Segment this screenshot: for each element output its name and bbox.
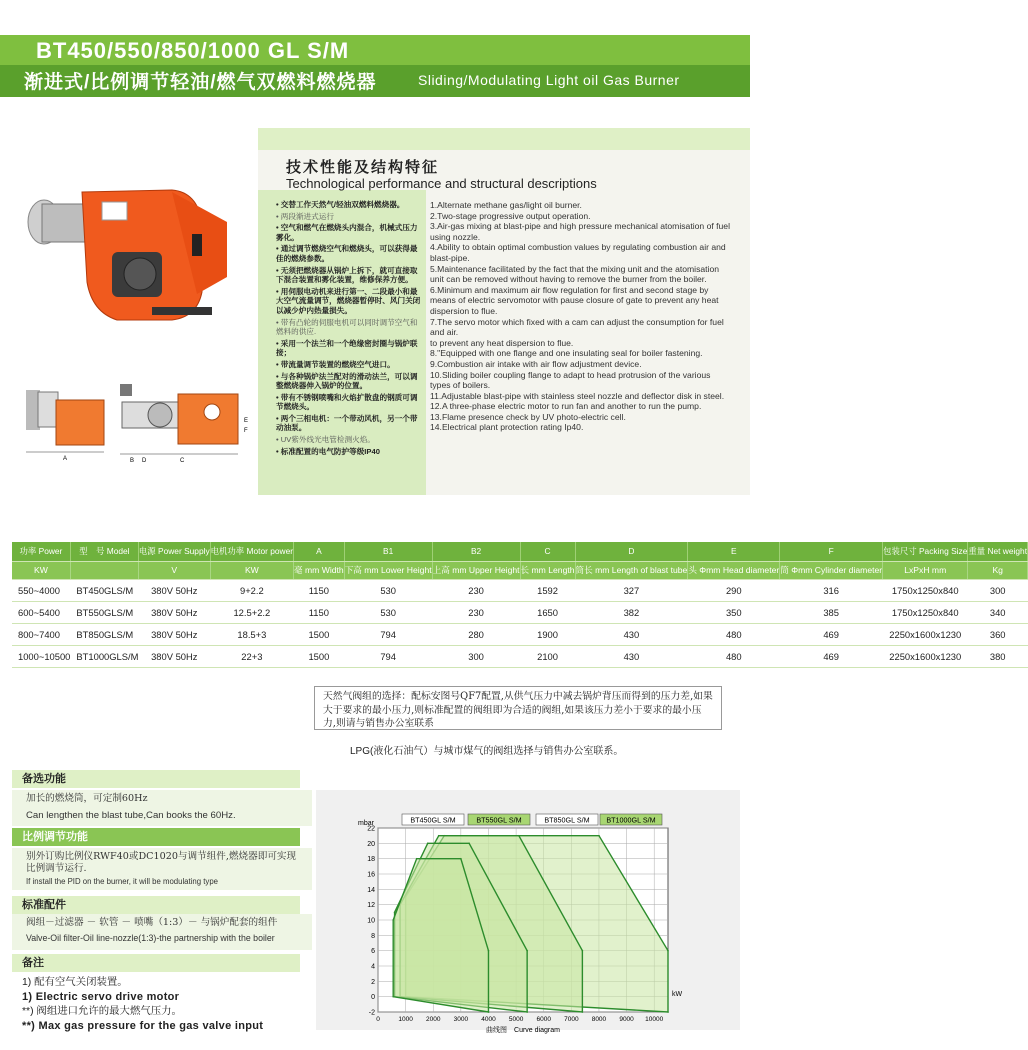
table-cell: 2250x1600x1230 bbox=[883, 623, 968, 645]
feature-en-item: 7.The servo motor which fixed with a cam can adjust the consumption for fuel and air. bbox=[430, 316, 724, 338]
table-row bbox=[12, 645, 1028, 667]
table-cell: 12.5+2.2 bbox=[210, 601, 293, 623]
table-cell: 2100 bbox=[520, 645, 575, 667]
curve-chart bbox=[316, 790, 740, 1034]
table-cell: 1150 bbox=[294, 601, 345, 623]
series-point bbox=[526, 1011, 528, 1013]
series-point bbox=[488, 950, 490, 952]
table-subheader-row bbox=[12, 561, 1028, 579]
drawing-label-e: E bbox=[244, 418, 249, 424]
table-cell: 230 bbox=[432, 579, 520, 601]
y-tick-label: 14 bbox=[367, 886, 375, 894]
burner-photo bbox=[22, 182, 252, 327]
table-cell: 350 bbox=[688, 601, 780, 623]
table-cell: 电机功率 Motor power bbox=[210, 542, 293, 561]
table-cell: BT450GLS/M bbox=[70, 579, 138, 601]
y-tick-label: 2 bbox=[371, 978, 375, 986]
drawing-label-c: C bbox=[180, 458, 185, 464]
feature-cn-item: • 用伺服电动机来进行第一、二段最小和最大空气流量调节，燃烧器暂停时、风门关闭以减少炉内热量损失。 bbox=[276, 287, 421, 316]
model-title: BT450/550/850/1000 GL S/M bbox=[36, 38, 350, 63]
table-cell: B1 bbox=[344, 542, 432, 561]
series-point bbox=[460, 858, 462, 860]
series-point bbox=[582, 1011, 584, 1013]
table-cell: 功率 Power bbox=[12, 542, 70, 561]
table-cell: BT1000GLS/M bbox=[70, 645, 138, 667]
tech-band bbox=[258, 128, 750, 150]
std-cn: 阀组－过滤器 － 软管 － 喷嘴（1:3）－ 与锅炉配套的组件 bbox=[26, 917, 278, 928]
table-cell: 筒长 mm Length of blast tube bbox=[575, 561, 688, 579]
feature-en-item: 10.Sliding boiler coupling flange to adapt to head protrusion of the various types of boilers. bbox=[430, 369, 711, 391]
feature-en-item: to prevent any heat dispersion to flue. bbox=[430, 337, 574, 348]
table-cell: 300 bbox=[432, 645, 520, 667]
optional-cn: 加长的燃烧筒，可定制60Hz bbox=[26, 793, 148, 804]
table-cell: LxPxH mm bbox=[883, 561, 968, 579]
table-cell: 1750x1250x840 bbox=[883, 601, 968, 623]
tech-title-en: Technological performance and structural descriptions bbox=[286, 176, 597, 191]
std-body bbox=[12, 914, 312, 950]
table-cell: Kg bbox=[968, 561, 1028, 579]
table-cell: 380V 50Hz bbox=[138, 601, 210, 623]
feature-en-item: 14.Electrical plant protection rating Ip40. bbox=[430, 422, 584, 433]
feature-cn-item: • 带有不锈钢喷嘴和火焰扩散盘的钢质可调节燃烧头。 bbox=[276, 393, 421, 412]
prop-body bbox=[12, 848, 312, 890]
x-tick-label: 8000 bbox=[591, 1016, 607, 1023]
table-cell: 230 bbox=[432, 601, 520, 623]
table-cell: F bbox=[780, 542, 883, 561]
table-cell: 筒 Φmm Cylinder diameter bbox=[780, 561, 883, 579]
chart-caption: 曲线图 Curve diagram bbox=[486, 1027, 560, 1034]
prop-cn: 别外订购比例仪RWF40或DC1020与调节组件,燃烧器即可实现比例调节运行. bbox=[26, 851, 297, 874]
page-header bbox=[0, 0, 750, 108]
table-cell: 1500 bbox=[294, 623, 345, 645]
std-en: Valve-Oil filter-Oil line-nozzle(1:3)-the partnership with the boiler bbox=[26, 933, 275, 943]
series-point bbox=[667, 950, 669, 952]
table-cell: 22+3 bbox=[210, 645, 293, 667]
feature-cn-item: • UV紫外线光电管检测火焰。 bbox=[276, 435, 375, 445]
table-cell: 316 bbox=[780, 579, 883, 601]
table-cell: 340 bbox=[968, 601, 1028, 623]
table-cell: 290 bbox=[688, 579, 780, 601]
x-tick-label: 4000 bbox=[481, 1016, 496, 1023]
table-cell: 1900 bbox=[520, 623, 575, 645]
dimension-drawing bbox=[22, 372, 252, 467]
y-tick-label: 16 bbox=[367, 871, 375, 879]
feature-cn-item: • 带有凸轮的伺服电机可以同时调节空气和燃料的供应. bbox=[276, 317, 418, 337]
feature-cn-item: • 两段渐进式运行 bbox=[276, 211, 334, 221]
table-cell: 2250x1600x1230 bbox=[883, 645, 968, 667]
note-1: 1) 配有空气关闭装置。 bbox=[22, 977, 128, 988]
feature-en-item: 11.Adjustable blast-pipe with stainless steel nozzle and deflector disk in steel. bbox=[430, 390, 725, 401]
title-cn: 渐进式/比例调节轻油/燃气双燃料燃烧器 bbox=[24, 72, 377, 93]
x-tick-label: 6000 bbox=[536, 1016, 551, 1023]
feature-cn-item: • 交替工作天然气/轻油双燃料燃烧器。 bbox=[276, 200, 421, 210]
table-cell: 头 Φmm Head diameter bbox=[688, 561, 780, 579]
y-tick-label: 12 bbox=[367, 902, 375, 910]
table-cell: 型 号 Model bbox=[70, 542, 138, 561]
table-cell: B2 bbox=[432, 542, 520, 561]
table-cell: KW bbox=[12, 561, 70, 579]
feature-en-item: 3.Air-gas mixing at blast-pipe and high pressure mechanical atomisation of fuel using nozzle. bbox=[430, 221, 730, 242]
table-cell: 430 bbox=[575, 645, 688, 667]
series-point bbox=[392, 919, 394, 921]
table-row bbox=[12, 579, 1028, 601]
table-cell: 1500 bbox=[294, 645, 345, 667]
table-row bbox=[12, 623, 1028, 645]
table-cell: 469 bbox=[780, 645, 883, 667]
notes-list bbox=[12, 976, 312, 1034]
series-point bbox=[598, 835, 600, 837]
table-cell: 包装尺寸 Packing Size bbox=[883, 542, 968, 561]
table-cell: 1592 bbox=[520, 579, 575, 601]
optional-body bbox=[12, 790, 312, 826]
table-cell: 1000~10500 bbox=[12, 645, 70, 667]
feature-en-item: 12.A three-phase electric motor to run fan and another to run the pump. bbox=[430, 401, 702, 412]
optional-en: Can lengthen the blast tube,Can books the 60Hz. bbox=[26, 810, 236, 821]
series-point bbox=[488, 1011, 490, 1013]
table-cell: 530 bbox=[344, 579, 432, 601]
drawing-label-f: F bbox=[244, 428, 248, 434]
table-cell: 18.5+3 bbox=[210, 623, 293, 645]
x-tick-label: 7000 bbox=[564, 1016, 579, 1023]
table-cell: 382 bbox=[575, 601, 688, 623]
feature-en-item: 6.Minimum and maximum air flow regulation for first and second stage by means of electric servomotor with pause closure of gate to prevent any heat dispersion to flue. bbox=[430, 284, 719, 316]
feature-cn-item: • 两个三相电机：一个带动风机，另一个带动油泵。 bbox=[276, 414, 421, 433]
table-cell: BT550GLS/M bbox=[70, 601, 138, 623]
y-tick-label: 0 bbox=[371, 994, 375, 1002]
x-axis-label: kW bbox=[672, 991, 683, 998]
x-tick-label: 0 bbox=[376, 1016, 380, 1023]
legend-label: BT550GL S/M bbox=[476, 815, 522, 825]
table-cell: D bbox=[575, 542, 688, 561]
table-header-row bbox=[12, 542, 1028, 561]
lpg-note: LPG(液化石油气）与城市煤气的阀组选择与销售办公室联系。 bbox=[350, 746, 624, 757]
features-cn-list bbox=[276, 200, 421, 458]
table-cell: 430 bbox=[575, 623, 688, 645]
legend-label: BT850GL S/M bbox=[544, 815, 590, 825]
optional-title: 备选功能 bbox=[12, 770, 300, 788]
table-cell: 下高 mm Lower Height bbox=[344, 561, 432, 579]
feature-en-item: 5.Maintenance facilitated by the fact that the mixing unit and the atomisation unit can be removed without having to remove the burner from the boiler. bbox=[430, 263, 720, 285]
table-cell: 300 bbox=[968, 579, 1028, 601]
series-point bbox=[582, 950, 584, 952]
prop-title: 比例调节功能 bbox=[12, 828, 300, 846]
table-cell: 480 bbox=[688, 623, 780, 645]
note-4: **) Max gas pressure for the gas valve input bbox=[22, 1020, 264, 1033]
x-tick-label: 10000 bbox=[645, 1016, 664, 1023]
table-cell: 上高 mm Upper Height bbox=[432, 561, 520, 579]
table-cell: 327 bbox=[575, 579, 688, 601]
table-cell: 360 bbox=[968, 623, 1028, 645]
note-2: 1) Electric servo drive motor bbox=[22, 991, 180, 1004]
x-tick-label: 3000 bbox=[453, 1016, 469, 1023]
legend-label: BT1000GL S/M bbox=[606, 815, 656, 825]
curve-chart-svg bbox=[316, 790, 740, 1034]
series-point bbox=[427, 843, 429, 845]
table-cell: 480 bbox=[688, 645, 780, 667]
table-cell: 794 bbox=[344, 645, 432, 667]
table-cell: 469 bbox=[780, 623, 883, 645]
table-cell: 794 bbox=[344, 623, 432, 645]
series-point bbox=[518, 835, 520, 837]
feature-cn-item: • 采用一个法兰和一个绝缘密封圈与锅炉联接； bbox=[276, 339, 421, 358]
tech-title-cn: 技术性能及结构特征 bbox=[286, 159, 440, 176]
notes-title: 备注 bbox=[12, 954, 300, 972]
table-cell: KW bbox=[210, 561, 293, 579]
legend-label: BT450GL S/M bbox=[410, 815, 456, 825]
note-3: **) 阀组进口允许的最大燃气压力。 bbox=[22, 1005, 182, 1017]
gas-valve-note: 天然气阀组的选择：配标安图号QF7配置,从供气压力中减去锅炉背压而得到的压力差,如果大于要求的最小压力,则标准配置的阀组即为合适的阀组,如果该压力差小于要求的最小压力,则请与销售办公室联系 bbox=[314, 686, 722, 730]
y-axis-label: mbar bbox=[358, 820, 374, 827]
y-tick-label: -2 bbox=[368, 1009, 375, 1017]
table-cell: 385 bbox=[780, 601, 883, 623]
table-cell: 380 bbox=[968, 645, 1028, 667]
table-cell: 280 bbox=[432, 623, 520, 645]
y-tick-label: 10 bbox=[367, 917, 375, 925]
series-point bbox=[392, 996, 394, 998]
feature-en-item: 9.Combustion air intake with air flow adjustment device. bbox=[430, 358, 642, 369]
x-tick-label: 2000 bbox=[426, 1016, 441, 1023]
drawing-label-a: A bbox=[62, 456, 68, 462]
feature-en-item: 1.Alternate methane gas/light oil burner. bbox=[430, 200, 582, 210]
prop-en: If install the PID on the burner, it will be modulating type bbox=[26, 877, 218, 886]
feature-en-item: 2.Two-stage progressive output operation. bbox=[430, 210, 591, 221]
y-tick-label: 20 bbox=[367, 840, 375, 848]
feature-en-item: 8."Equipped with one flange and one insulating seal for boiler fastening. bbox=[430, 348, 703, 359]
table-cell: 380V 50Hz bbox=[138, 623, 210, 645]
y-tick-label: 6 bbox=[371, 948, 375, 956]
table-cell: C bbox=[520, 542, 575, 561]
table-cell: 毫 mm Width bbox=[294, 561, 345, 579]
table-cell: 600~5400 bbox=[12, 601, 70, 623]
series-point bbox=[394, 912, 396, 914]
y-tick-label: 22 bbox=[367, 825, 375, 833]
feature-cn-item: • 标准配置的电气防护等级IP40 bbox=[276, 447, 421, 457]
drawing-label-b: B bbox=[130, 458, 135, 464]
feature-cn-item: • 空气和燃气在燃烧头内混合，机械式压力雾化。 bbox=[276, 223, 421, 242]
table-cell: 380V 50Hz bbox=[138, 579, 210, 601]
table-cell: 550~4000 bbox=[12, 579, 70, 601]
table-cell: 重量 Net weight bbox=[968, 542, 1028, 561]
table-cell bbox=[70, 561, 138, 579]
spec-table bbox=[12, 542, 1028, 668]
feature-cn-item: • 无须把燃烧器从锅炉上拆下，就可直接取下混合装置和雾化装置，维修保养方便。 bbox=[276, 266, 421, 285]
feature-en-item: 4.Ability to obtain optimal combustion values by regulating combustion air and blast-pipe. bbox=[430, 242, 726, 263]
table-row bbox=[12, 601, 1028, 623]
title-en: Sliding/Modulating Light oil Gas Burner bbox=[418, 72, 680, 88]
table-cell: 380V 50Hz bbox=[138, 645, 210, 667]
series-point bbox=[416, 858, 418, 860]
x-tick-label: 1000 bbox=[398, 1016, 413, 1023]
series-point bbox=[526, 950, 528, 952]
table-cell: 长 mm Length bbox=[520, 561, 575, 579]
x-tick-label: 9000 bbox=[619, 1016, 634, 1023]
series-point bbox=[468, 843, 470, 845]
y-tick-label: 4 bbox=[371, 963, 375, 971]
table-cell: 530 bbox=[344, 601, 432, 623]
drawing-label-d: D bbox=[142, 458, 147, 464]
series-point bbox=[667, 1011, 669, 1013]
y-tick-label: 8 bbox=[371, 932, 375, 940]
table-cell: E bbox=[688, 542, 780, 561]
table-cell: V bbox=[138, 561, 210, 579]
table-cell: BT850GLS/M bbox=[70, 623, 138, 645]
table-cell: 电源 Power Supply bbox=[138, 542, 210, 561]
feature-cn-item: • 与各种锅炉法兰配对的滑动法兰，可以调整燃烧器伸入锅炉的位置。 bbox=[276, 372, 421, 391]
std-title: 标准配件 bbox=[12, 896, 300, 914]
series-point bbox=[438, 835, 440, 837]
feature-cn-item: • 带流量调节装置的燃烧空气进口。 bbox=[276, 360, 421, 370]
table-cell: 1750x1250x840 bbox=[883, 579, 968, 601]
table-cell: 1150 bbox=[294, 579, 345, 601]
feature-cn-item: • 通过调节燃烧空气和燃烧头，可以获得最佳的燃烧参数。 bbox=[276, 244, 421, 263]
table-cell: A bbox=[294, 542, 345, 561]
features-en-list bbox=[430, 200, 730, 433]
y-tick-label: 18 bbox=[367, 856, 375, 864]
feature-en-item: 13.Flame presence check by UV photo-electric cell. bbox=[430, 411, 626, 422]
x-tick-label: 5000 bbox=[508, 1016, 524, 1023]
table-cell: 9+2.2 bbox=[210, 579, 293, 601]
table-cell: 1650 bbox=[520, 601, 575, 623]
table-cell: 800~7400 bbox=[12, 623, 70, 645]
